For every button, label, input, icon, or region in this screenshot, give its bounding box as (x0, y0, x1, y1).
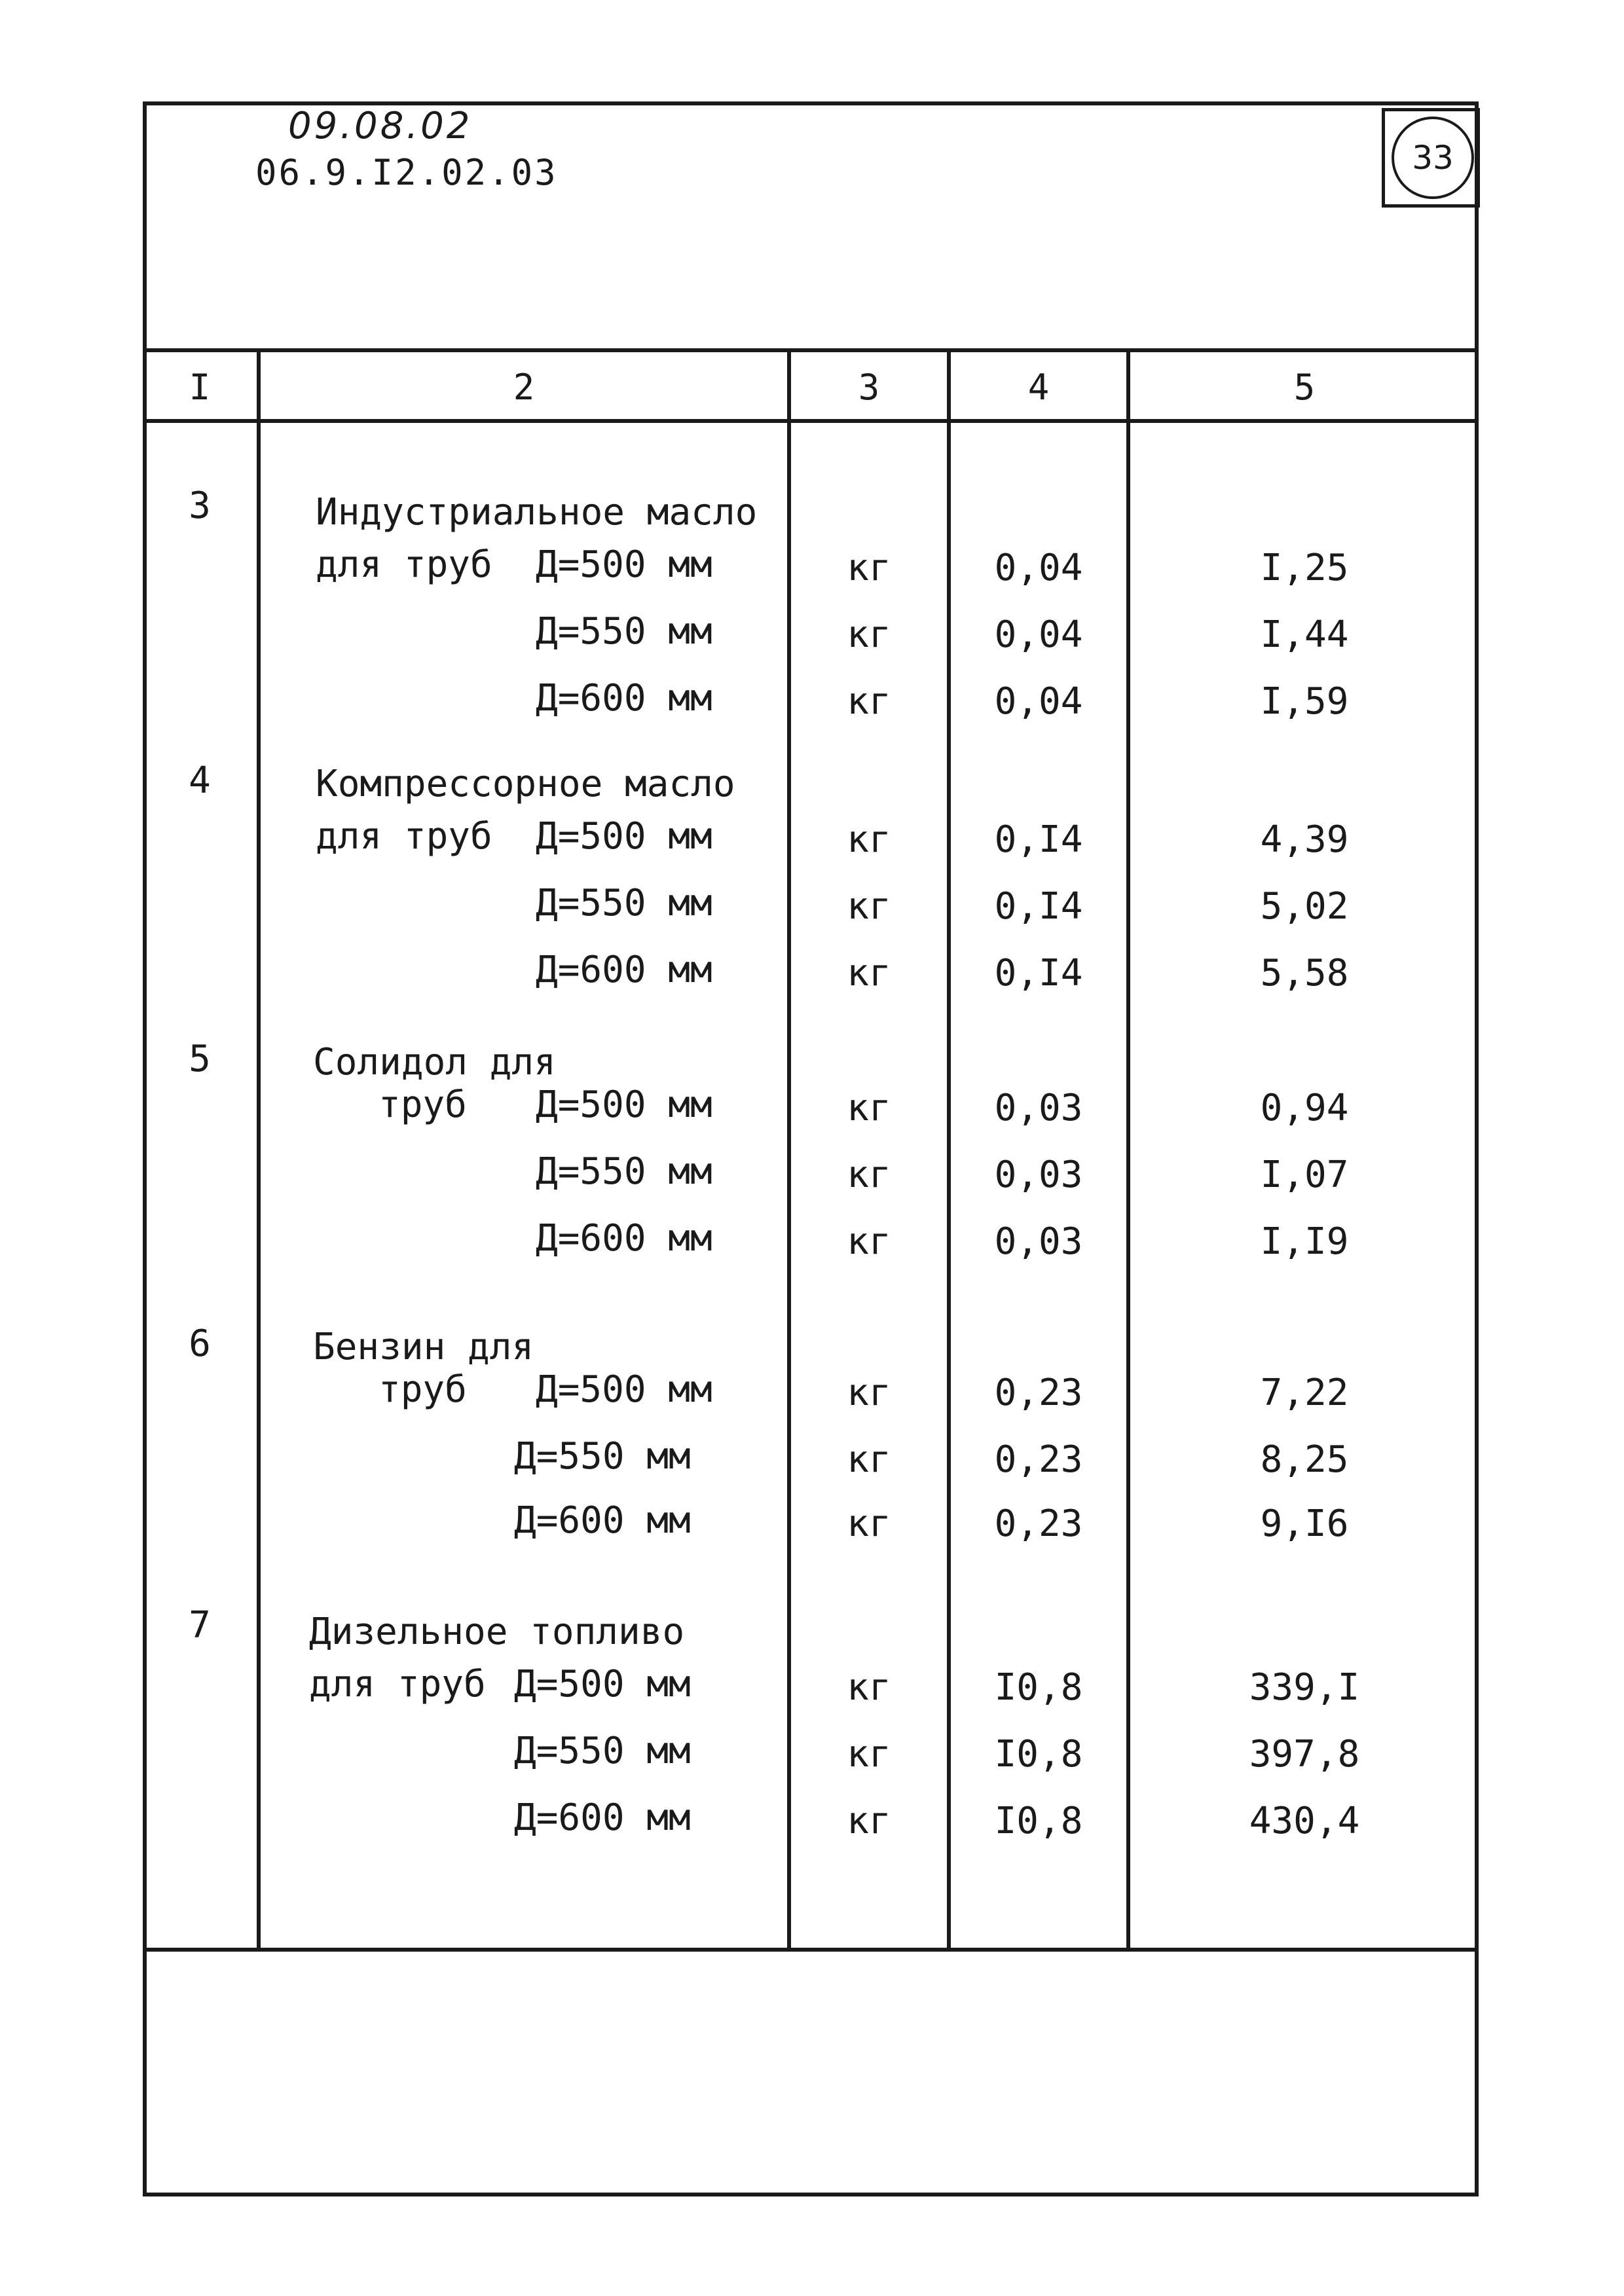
rate: 0,I4 (994, 885, 1083, 928)
total: 7,22 (1260, 1372, 1349, 1414)
unit: кг (847, 1438, 891, 1481)
unit: кг (847, 1154, 891, 1196)
total: 397,8 (1249, 1733, 1360, 1776)
column-header: I (189, 367, 211, 408)
pipe-size: Д=600 мм (536, 949, 712, 991)
pipe-size: Д=600 мм (536, 677, 712, 720)
unit: кг (847, 613, 891, 656)
total: 5,58 (1260, 952, 1349, 994)
unit: кг (847, 680, 891, 723)
item-name-cont: для труб (316, 815, 492, 858)
row-number: 4 (189, 759, 211, 802)
page-number: 33 (1392, 117, 1474, 199)
unit: кг (847, 547, 891, 589)
table-bottom-rule (143, 1948, 1479, 1952)
rate: I0,8 (994, 1666, 1083, 1709)
rate: 0,04 (994, 547, 1083, 589)
rate: 0,23 (994, 1438, 1083, 1481)
handwritten-code: 09.08.02 (288, 105, 473, 147)
total: 8,25 (1260, 1438, 1349, 1481)
column-header: 4 (1027, 367, 1050, 408)
rate: 0,04 (994, 613, 1083, 656)
item-name-cont: труб (378, 1084, 467, 1126)
row-number: 3 (189, 484, 211, 527)
unit: кг (847, 1733, 891, 1776)
total: I,25 (1260, 547, 1349, 589)
pipe-size: Д=550 мм (514, 1730, 691, 1772)
item-name-cont: для труб (309, 1663, 486, 1705)
total: I,07 (1260, 1154, 1349, 1196)
pipe-size: Д=500 мм (536, 1084, 712, 1126)
total: 5,02 (1260, 885, 1349, 928)
pipe-size: Д=500 мм (536, 543, 712, 586)
pipe-size: Д=550 мм (536, 882, 712, 924)
unit: кг (847, 952, 891, 994)
item-name-cont: труб (378, 1368, 467, 1411)
table-top-rule (143, 348, 1479, 352)
unit: кг (847, 818, 891, 861)
pipe-size: Д=500 мм (536, 1368, 712, 1411)
total: I,59 (1260, 680, 1349, 723)
rate: 0,23 (994, 1503, 1083, 1545)
table-header-rule (143, 419, 1479, 423)
unit: кг (847, 1666, 891, 1709)
row-number: 6 (189, 1322, 211, 1365)
total: 9,I6 (1260, 1503, 1349, 1545)
item-name-cont: для труб (316, 543, 492, 586)
pipe-size: Д=600 мм (536, 1217, 712, 1260)
unit: кг (847, 1220, 891, 1263)
rate: 0,03 (994, 1087, 1083, 1129)
rate: 0,I4 (994, 952, 1083, 994)
rate: 0,03 (994, 1154, 1083, 1196)
item-name: Солидол для (313, 1041, 556, 1084)
unit: кг (847, 1372, 891, 1414)
pipe-size: Д=500 мм (536, 815, 712, 858)
rate: 0,04 (994, 680, 1083, 723)
unit: кг (847, 1800, 891, 1842)
unit: кг (847, 885, 891, 928)
pipe-size: Д=550 мм (536, 610, 712, 653)
rate: 0,I4 (994, 818, 1083, 861)
column-divider (257, 348, 261, 1948)
item-name: Дизельное топливо (309, 1611, 685, 1653)
pipe-size: Д=600 мм (514, 1796, 691, 1839)
item-name: Индустриальное масло (316, 491, 758, 534)
total: 0,94 (1260, 1087, 1349, 1129)
total: I,44 (1260, 613, 1349, 656)
rate: I0,8 (994, 1800, 1083, 1842)
rate: 0,23 (994, 1372, 1083, 1414)
column-header: 2 (513, 367, 535, 408)
pipe-size: Д=550 мм (536, 1150, 712, 1193)
row-number: 5 (189, 1038, 211, 1080)
total: 339,I (1249, 1666, 1360, 1709)
pipe-size: Д=500 мм (514, 1663, 691, 1705)
row-number: 7 (189, 1604, 211, 1647)
total: I,I9 (1260, 1220, 1349, 1263)
pipe-size: Д=550 мм (514, 1435, 691, 1478)
pipe-size: Д=600 мм (514, 1499, 691, 1542)
unit: кг (847, 1087, 891, 1129)
rate: I0,8 (994, 1733, 1083, 1776)
column-header: 3 (858, 367, 880, 408)
item-name: Компрессорное масло (316, 763, 735, 805)
rate: 0,03 (994, 1220, 1083, 1263)
page-frame (143, 101, 1479, 2196)
page-number-box (1382, 108, 1480, 208)
column-header: 5 (1293, 367, 1316, 408)
unit: кг (847, 1503, 891, 1545)
document-number: 06.9.I2.02.03 (255, 152, 558, 193)
total: 430,4 (1249, 1800, 1360, 1842)
item-name: Бензин для (313, 1326, 534, 1368)
total: 4,39 (1260, 818, 1349, 861)
